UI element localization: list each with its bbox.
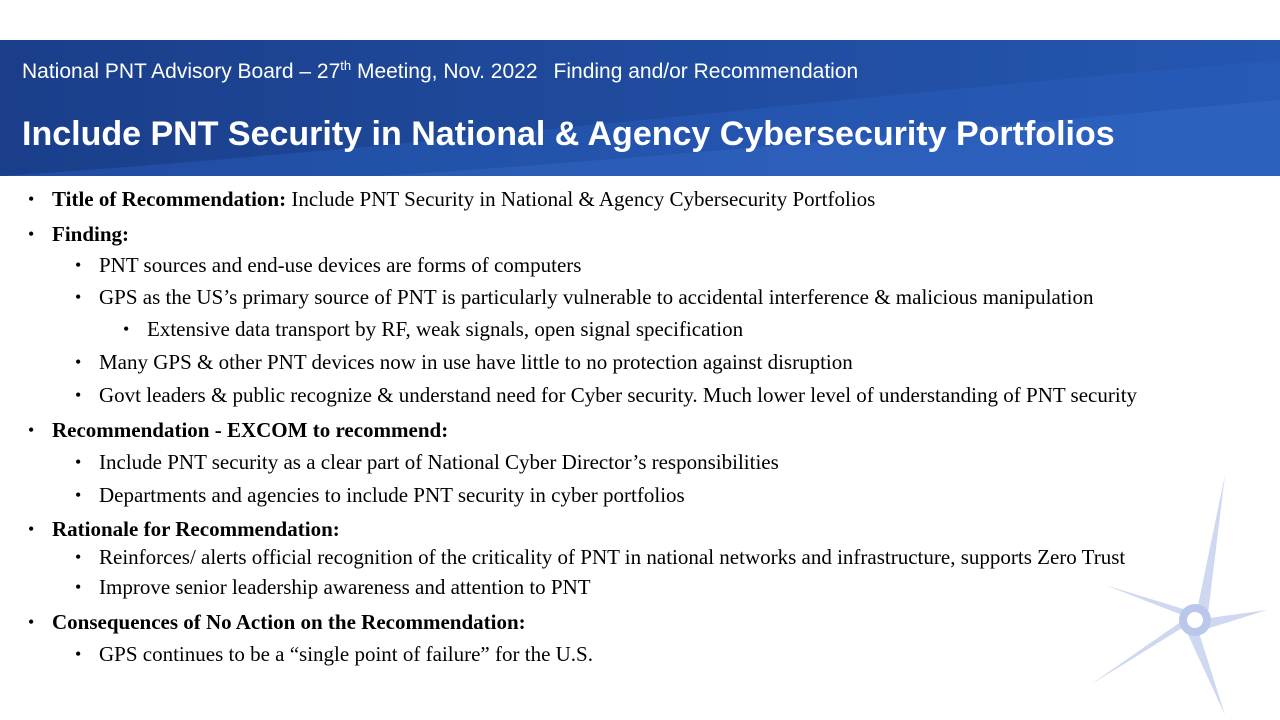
- bullet-icon: •: [28, 519, 35, 539]
- bullet-text: GPS as the US’s primary source of PNT is particularly vulnerable to accidental interference & malicious manipulation: [99, 285, 1094, 309]
- bullet-icon: •: [75, 577, 82, 597]
- bullet-text: PNT sources and end-use devices are forms of computers: [99, 253, 582, 277]
- bullet-text: GPS continues to be a “single point of failure” for the U.S.: [99, 642, 593, 666]
- bullet-icon: •: [75, 547, 82, 567]
- slide-title: Include PNT Security in National & Agency Cybersecurity Portfolios: [22, 115, 1115, 153]
- bullet-label: Consequences of No Action on the Recommendation:: [52, 610, 526, 634]
- bullet-text: Extensive data transport by RF, weak signals, open signal specification: [147, 317, 744, 341]
- list-item: [75, 572, 591, 602]
- list-item: [75, 480, 685, 510]
- list-item: [75, 347, 853, 377]
- bullet-label: Recommendation - EXCOM to recommend:: [52, 418, 449, 442]
- bullet-icon: •: [123, 319, 130, 339]
- slide-category: Finding and/or Recommendation: [553, 60, 859, 83]
- bullet-finding: [28, 219, 130, 249]
- bullet-recommendation: [28, 415, 449, 445]
- bullet-icon: •: [28, 420, 35, 440]
- list-item: [75, 639, 593, 669]
- list-item: [75, 250, 582, 280]
- bullet-text: Include PNT security as a clear part of National Cyber Director’s responsibilities: [99, 450, 779, 474]
- bullet-icon: •: [28, 612, 35, 632]
- bullet-text: Include PNT Security in National & Agency Cybersecurity Portfolios: [286, 187, 876, 211]
- bullet-icon: •: [75, 385, 82, 405]
- bullet-consequences: [28, 607, 526, 637]
- star-logo-icon: [1085, 470, 1280, 720]
- bullet-icon: •: [75, 485, 82, 505]
- list-item: [75, 282, 1094, 312]
- bullet-icon: •: [75, 287, 82, 307]
- bullet-icon: •: [75, 644, 82, 664]
- bullet-text: Reinforces/ alerts official recognition of the criticality of PNT in national networks and infrastructure, supports Zero Trust: [99, 545, 1126, 569]
- bullet-icon: •: [28, 224, 35, 244]
- bullet-icon: •: [75, 255, 82, 275]
- list-item: [123, 314, 744, 344]
- list-item: [75, 380, 1138, 410]
- list-item: [75, 447, 779, 477]
- meeting-name: National PNT Advisory Board – 27th Meeting, Nov. 2022: [22, 58, 538, 83]
- bullet-label: Title of Recommendation:: [52, 187, 287, 211]
- bullet-icon: •: [75, 452, 82, 472]
- bullet-text: Govt leaders & public recognize & understand need for Cyber security. Much lower level of understanding of PNT security: [99, 383, 1138, 407]
- bullet-label: Rationale for Recommendation:: [52, 517, 340, 541]
- bullet-icon: •: [75, 352, 82, 372]
- list-item: [75, 542, 1126, 572]
- meeting-header: [22, 58, 858, 86]
- bullet-label: Finding:: [52, 222, 130, 246]
- bullet-rationale: [28, 514, 340, 544]
- bullet-icon: •: [28, 189, 35, 209]
- bullet-text: Many GPS & other PNT devices now in use have little to no protection against disruption: [99, 350, 853, 374]
- bullet-text: Improve senior leadership awareness and attention to PNT: [99, 575, 591, 599]
- bullet-text: Departments and agencies to include PNT security in cyber portfolios: [99, 483, 685, 507]
- bullet-title-of-recommendation: [28, 184, 876, 214]
